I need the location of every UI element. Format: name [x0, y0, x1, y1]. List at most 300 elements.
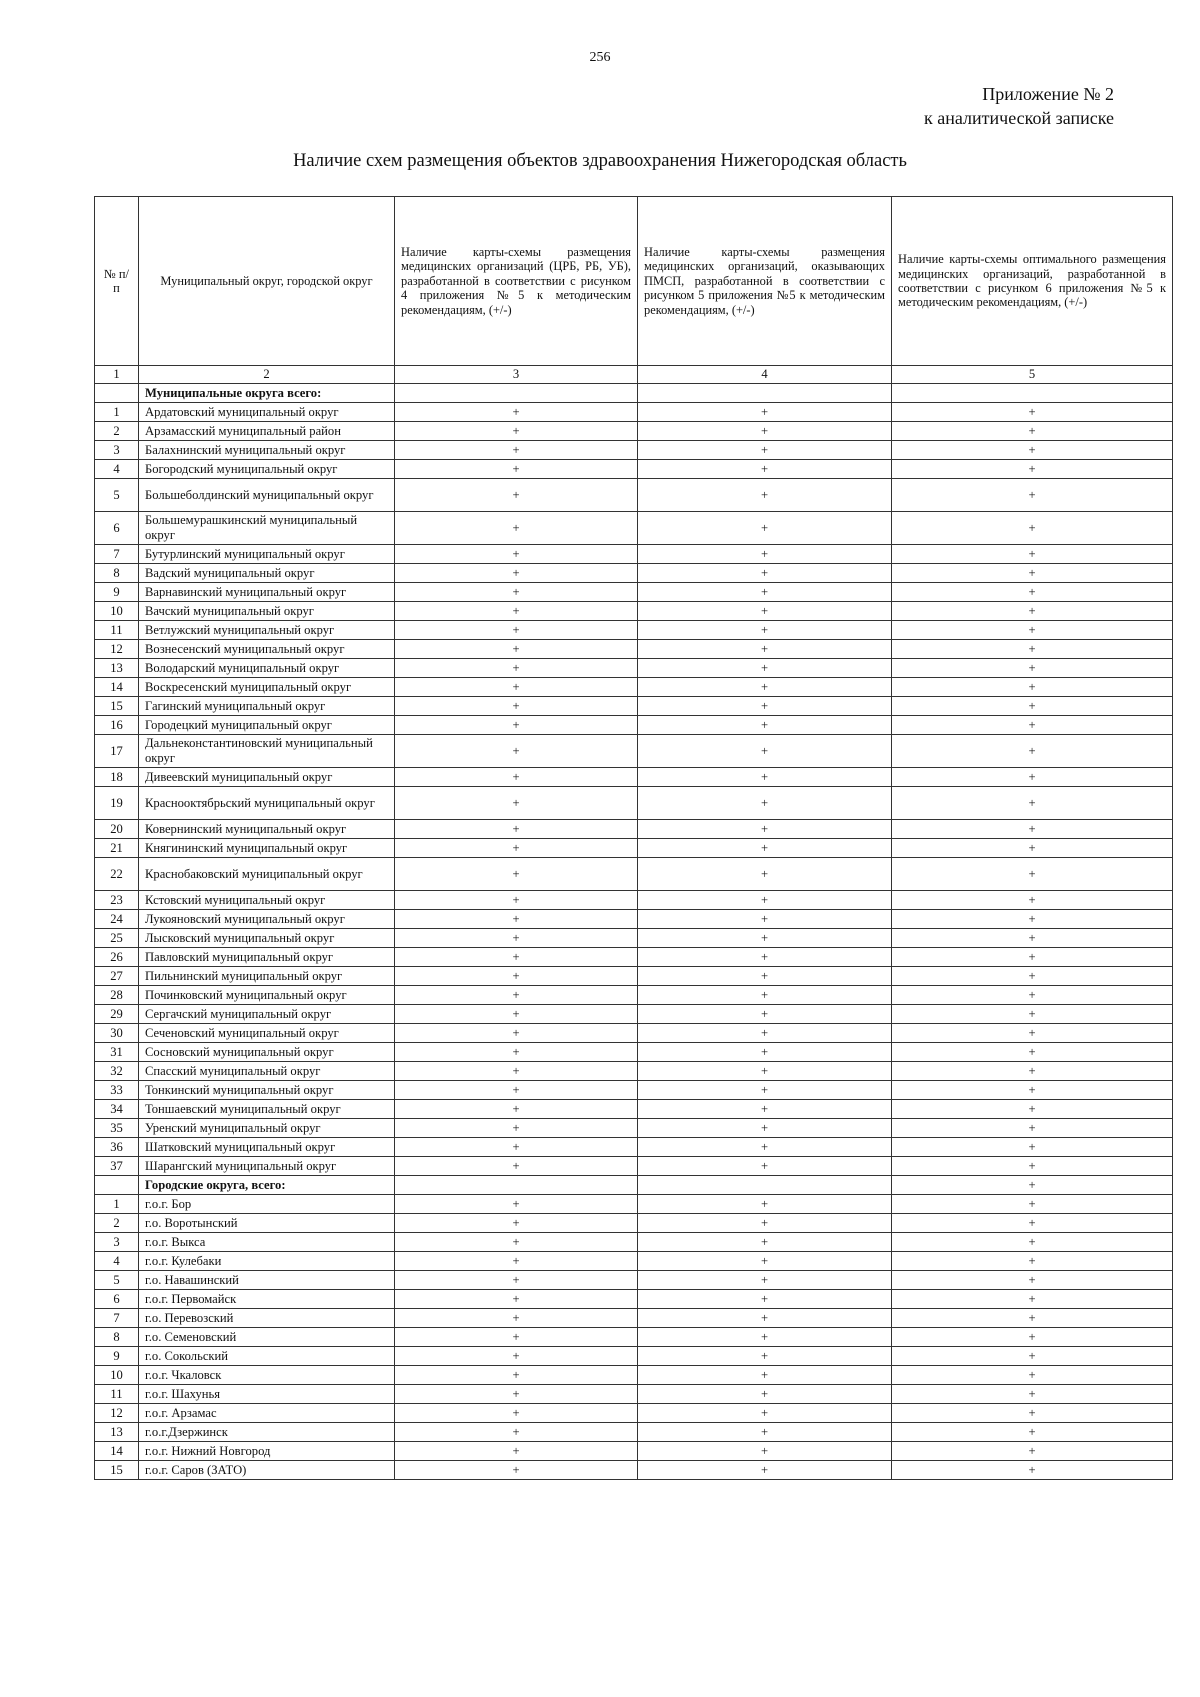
- table-row: [95, 1043, 1173, 1062]
- district-name: г.о. Сокольский: [139, 1347, 395, 1366]
- table-row: [95, 1100, 1173, 1119]
- col5-value: +: [892, 640, 1173, 659]
- row-number: 15: [95, 697, 139, 716]
- col3-value: +: [395, 697, 638, 716]
- district-name: Варнавинский муниципальный округ: [139, 583, 395, 602]
- col4-value: +: [638, 602, 892, 621]
- col5-value: +: [892, 986, 1173, 1005]
- district-name: Павловский муниципальный округ: [139, 948, 395, 967]
- district-name: г.о.г. Чкаловск: [139, 1366, 395, 1385]
- col5-value: +: [892, 1233, 1173, 1252]
- col3-value: +: [395, 716, 638, 735]
- row-number: 4: [95, 460, 139, 479]
- col4-value: +: [638, 564, 892, 583]
- col5-value: +: [892, 460, 1173, 479]
- col5-value: +: [892, 422, 1173, 441]
- col5-value: +: [892, 735, 1173, 768]
- col5-value: +: [892, 1005, 1173, 1024]
- row-number: 17: [95, 735, 139, 768]
- table-row: [95, 1328, 1173, 1347]
- district-name: Вачский муниципальный округ: [139, 602, 395, 621]
- table-row: [95, 441, 1173, 460]
- district-name: г.о. Навашинский: [139, 1271, 395, 1290]
- table-row: [95, 678, 1173, 697]
- col3-value: +: [395, 1157, 638, 1176]
- district-name: Гагинский муниципальный округ: [139, 697, 395, 716]
- col3-value: +: [395, 910, 638, 929]
- table-row: [95, 403, 1173, 422]
- row-number: 32: [95, 1062, 139, 1081]
- col3-value: +: [395, 441, 638, 460]
- table-row: [95, 1404, 1173, 1423]
- col5-value: +: [892, 1290, 1173, 1309]
- col3-value: +: [395, 986, 638, 1005]
- col4-value: +: [638, 787, 892, 820]
- table-row: [95, 716, 1173, 735]
- col4-value: +: [638, 1347, 892, 1366]
- row-number: 18: [95, 768, 139, 787]
- table-row: [95, 967, 1173, 986]
- col5-value: +: [892, 1385, 1173, 1404]
- col5-value: +: [892, 1138, 1173, 1157]
- district-name: г.о.г. Нижний Новгород: [139, 1442, 395, 1461]
- col4-value: +: [638, 929, 892, 948]
- col3-value: +: [395, 1100, 638, 1119]
- row-number: 1: [95, 1195, 139, 1214]
- district-name: г.о.г. Первомайск: [139, 1290, 395, 1309]
- district-name: Лысковский муниципальный округ: [139, 929, 395, 948]
- district-name: Сосновский муниципальный округ: [139, 1043, 395, 1062]
- row-number: 22: [95, 858, 139, 891]
- header-num: № п/п: [95, 197, 139, 366]
- row-number: 10: [95, 602, 139, 621]
- table-row: [95, 1195, 1173, 1214]
- col3-value: +: [395, 659, 638, 678]
- col3-value: +: [395, 839, 638, 858]
- col3-value: +: [395, 735, 638, 768]
- col5-value: +: [892, 1024, 1173, 1043]
- section-header-row: [95, 384, 1173, 403]
- col5-value: +: [892, 1271, 1173, 1290]
- row-number: 25: [95, 929, 139, 948]
- row-number: 9: [95, 583, 139, 602]
- col3-value: +: [395, 602, 638, 621]
- table-row: [95, 1138, 1173, 1157]
- col4-value: +: [638, 460, 892, 479]
- district-name: Шарангский муниципальный округ: [139, 1157, 395, 1176]
- col3-value: +: [395, 403, 638, 422]
- col5-value: +: [892, 1100, 1173, 1119]
- col5-value: +: [892, 1461, 1173, 1480]
- district-name: Балахнинский муниципальный округ: [139, 441, 395, 460]
- table-row: [95, 1347, 1173, 1366]
- index-cell: 5: [892, 366, 1173, 384]
- row-number: 12: [95, 1404, 139, 1423]
- col3-value: +: [395, 967, 638, 986]
- table-row: [95, 1081, 1173, 1100]
- district-name: г.о.г. Шахунья: [139, 1385, 395, 1404]
- section-header-row: [95, 1176, 1173, 1195]
- district-name: г.о.г. Кулебаки: [139, 1252, 395, 1271]
- row-number: 13: [95, 1423, 139, 1442]
- col3-value: +: [395, 858, 638, 891]
- district-name: Вознесенский муниципальный округ: [139, 640, 395, 659]
- col3-value: +: [395, 564, 638, 583]
- col5-value: +: [892, 602, 1173, 621]
- col5-value: +: [892, 1043, 1173, 1062]
- col4-value: +: [638, 479, 892, 512]
- table-row: [95, 621, 1173, 640]
- col3-value: +: [395, 1442, 638, 1461]
- col3-value: +: [395, 1366, 638, 1385]
- row-number: 10: [95, 1366, 139, 1385]
- col4-value: +: [638, 891, 892, 910]
- table-row: [95, 1461, 1173, 1480]
- col5-value: +: [892, 948, 1173, 967]
- col5-value: +: [892, 1157, 1173, 1176]
- table-row: [95, 1366, 1173, 1385]
- row-number: 9: [95, 1347, 139, 1366]
- col4-value: +: [638, 1100, 892, 1119]
- col5-value: +: [892, 512, 1173, 545]
- district-name: Пильнинский муниципальный округ: [139, 967, 395, 986]
- table-row: [95, 986, 1173, 1005]
- col3-value: +: [395, 1233, 638, 1252]
- col4-value: +: [638, 1385, 892, 1404]
- table-row: [95, 948, 1173, 967]
- district-name: г.о.г. Выкса: [139, 1233, 395, 1252]
- table-row: [95, 1423, 1173, 1442]
- district-name: Ковернинский муниципальный округ: [139, 820, 395, 839]
- col5-value: +: [892, 441, 1173, 460]
- row-number: 13: [95, 659, 139, 678]
- row-number: 8: [95, 564, 139, 583]
- index-cell: 3: [395, 366, 638, 384]
- col5-value: +: [892, 545, 1173, 564]
- district-name: Кстовский муниципальный округ: [139, 891, 395, 910]
- col5-value: +: [892, 697, 1173, 716]
- col4-value: +: [638, 1081, 892, 1100]
- col4-value: +: [638, 1233, 892, 1252]
- page-number: 256: [589, 50, 611, 65]
- table-row: [95, 512, 1173, 545]
- header-col3: Наличие карты-схемы размещения медицинских организаций (ЦРБ, РБ, УБ), разработанной в соответствии с рисунком 4 приложения №5 к методическим рекомендациям, (+/-): [395, 197, 638, 366]
- col5-value: +: [892, 716, 1173, 735]
- col5-value: +: [892, 1442, 1173, 1461]
- col5-value: +: [892, 1423, 1173, 1442]
- col3-value: +: [395, 1461, 638, 1480]
- row-number: 7: [95, 545, 139, 564]
- col5-value: +: [892, 839, 1173, 858]
- district-name: Большемурашкинский муниципальный округ: [139, 512, 395, 545]
- row-number: 31: [95, 1043, 139, 1062]
- district-name: Уренский муниципальный округ: [139, 1119, 395, 1138]
- district-name: Бутурлинский муниципальный округ: [139, 545, 395, 564]
- col3-value: +: [395, 891, 638, 910]
- col5-value: +: [892, 1252, 1173, 1271]
- table-row: [95, 1024, 1173, 1043]
- col3-value: +: [395, 583, 638, 602]
- col4-value: +: [638, 403, 892, 422]
- col5-value: +: [892, 621, 1173, 640]
- col4-value: +: [638, 1271, 892, 1290]
- row-number: 19: [95, 787, 139, 820]
- col3-value: +: [395, 1309, 638, 1328]
- district-name: Тоншаевский муниципальный округ: [139, 1100, 395, 1119]
- district-name: Сеченовский муниципальный округ: [139, 1024, 395, 1043]
- district-name: Большеболдинский муниципальный округ: [139, 479, 395, 512]
- col5-value: +: [892, 479, 1173, 512]
- col4-value: +: [638, 1252, 892, 1271]
- col4-value: +: [638, 967, 892, 986]
- col3-value: +: [395, 820, 638, 839]
- col4-value: +: [638, 1290, 892, 1309]
- col3-value: +: [395, 1024, 638, 1043]
- col3-value: +: [395, 1404, 638, 1423]
- table-row: [95, 1062, 1173, 1081]
- col4-value: +: [638, 858, 892, 891]
- row-number: 2: [95, 1214, 139, 1233]
- col4-value: +: [638, 1005, 892, 1024]
- col5-value: +: [892, 929, 1173, 948]
- district-name: Лукояновский муниципальный округ: [139, 910, 395, 929]
- col3-value: +: [395, 787, 638, 820]
- col5-value: +: [892, 659, 1173, 678]
- row-number: 35: [95, 1119, 139, 1138]
- col3-value: +: [395, 1081, 638, 1100]
- col5-value: +: [892, 678, 1173, 697]
- col5-value: +: [892, 583, 1173, 602]
- col3-value: +: [395, 929, 638, 948]
- row-number: 27: [95, 967, 139, 986]
- table-row: [95, 1442, 1173, 1461]
- row-number: [95, 1176, 139, 1195]
- col3-value: +: [395, 1385, 638, 1404]
- row-number: 28: [95, 986, 139, 1005]
- row-number: 21: [95, 839, 139, 858]
- col3-value: +: [395, 1423, 638, 1442]
- col4-value: +: [638, 820, 892, 839]
- col5-value: +: [892, 967, 1173, 986]
- col4-value: +: [638, 1138, 892, 1157]
- col5-value: +: [892, 1328, 1173, 1347]
- col3-value: +: [395, 1119, 638, 1138]
- table-row: [95, 820, 1173, 839]
- district-name: Вадский муниципальный округ: [139, 564, 395, 583]
- col3-value: +: [395, 621, 638, 640]
- col4-value: +: [638, 1024, 892, 1043]
- district-name: г.о. Воротынский: [139, 1214, 395, 1233]
- row-number: 14: [95, 678, 139, 697]
- col4-value: +: [638, 910, 892, 929]
- col5-value: +: [892, 1309, 1173, 1328]
- district-name: г.о. Семеновский: [139, 1328, 395, 1347]
- col5-value: +: [892, 564, 1173, 583]
- row-number: 16: [95, 716, 139, 735]
- col3-value: +: [395, 640, 638, 659]
- district-name: г.о.г. Бор: [139, 1195, 395, 1214]
- col5-value: +: [892, 1119, 1173, 1138]
- col4-value: +: [638, 839, 892, 858]
- col4-value: +: [638, 640, 892, 659]
- row-number: 5: [95, 479, 139, 512]
- col3-value: +: [395, 948, 638, 967]
- col5-value: +: [892, 1347, 1173, 1366]
- table-row: [95, 1252, 1173, 1271]
- table-row: [95, 1005, 1173, 1024]
- col5-value: +: [892, 910, 1173, 929]
- district-name: Дальнеконстантиновский муниципальный округ: [139, 735, 395, 768]
- col4-value: +: [638, 1423, 892, 1442]
- col3-value: +: [395, 1062, 638, 1081]
- col3-value: [395, 1176, 638, 1195]
- col5-value: +: [892, 1214, 1173, 1233]
- col5-value: +: [892, 820, 1173, 839]
- row-number: 23: [95, 891, 139, 910]
- col4-value: +: [638, 1157, 892, 1176]
- col4-value: +: [638, 1442, 892, 1461]
- col4-value: +: [638, 1043, 892, 1062]
- row-number: 5: [95, 1271, 139, 1290]
- table-row: [95, 460, 1173, 479]
- district-name: Шатковский муниципальный округ: [139, 1138, 395, 1157]
- table-row: [95, 1233, 1173, 1252]
- col4-value: +: [638, 768, 892, 787]
- row-number: 8: [95, 1328, 139, 1347]
- col4-value: +: [638, 1062, 892, 1081]
- table-row: [95, 659, 1173, 678]
- document-title: Наличие схем размещения объектов здравоохранения Нижегородская область: [293, 151, 907, 171]
- col5-value: +: [892, 768, 1173, 787]
- district-name: Воскресенский муниципальный округ: [139, 678, 395, 697]
- table-row: [95, 422, 1173, 441]
- col5-value: +: [892, 858, 1173, 891]
- row-number: [95, 384, 139, 403]
- header-col4: Наличие карты-схемы размещения медицинских организаций, оказывающих ПМСП, разработанной в соответствии с рисунком 5 приложения №5 к методическим рекомендациям, (+/-): [638, 197, 892, 366]
- row-number: 36: [95, 1138, 139, 1157]
- facilities-table: [94, 196, 1173, 1480]
- district-name: Тонкинский муниципальный округ: [139, 1081, 395, 1100]
- col4-value: +: [638, 678, 892, 697]
- col4-value: +: [638, 716, 892, 735]
- row-number: 11: [95, 1385, 139, 1404]
- district-name: Ардатовский муниципальный округ: [139, 403, 395, 422]
- col3-value: [395, 384, 638, 403]
- district-name: Городецкий муниципальный округ: [139, 716, 395, 735]
- col5-value: +: [892, 1176, 1173, 1195]
- col4-value: +: [638, 735, 892, 768]
- row-number: 33: [95, 1081, 139, 1100]
- row-number: 24: [95, 910, 139, 929]
- district-name: Княгининский муниципальный округ: [139, 839, 395, 858]
- row-number: 15: [95, 1461, 139, 1480]
- col3-value: +: [395, 1252, 638, 1271]
- table-row: [95, 564, 1173, 583]
- district-name: Краснооктябрьский муниципальный округ: [139, 787, 395, 820]
- district-name: Спасский муниципальный округ: [139, 1062, 395, 1081]
- district-name: г.о. Перевозский: [139, 1309, 395, 1328]
- col4-value: [638, 384, 892, 403]
- col3-value: +: [395, 1290, 638, 1309]
- table-row: [95, 1290, 1173, 1309]
- row-number: 29: [95, 1005, 139, 1024]
- table-row: [95, 787, 1173, 820]
- row-number: 26: [95, 948, 139, 967]
- district-name: Арзамасский муниципальный район: [139, 422, 395, 441]
- col5-value: +: [892, 403, 1173, 422]
- district-name: Володарский муниципальный округ: [139, 659, 395, 678]
- row-number: 2: [95, 422, 139, 441]
- table-row: [95, 891, 1173, 910]
- col4-value: +: [638, 1119, 892, 1138]
- district-name: Муниципальные округа всего:: [139, 384, 395, 403]
- col3-value: +: [395, 460, 638, 479]
- table-row: [95, 697, 1173, 716]
- col3-value: +: [395, 545, 638, 564]
- district-name: Дивеевский муниципальный округ: [139, 768, 395, 787]
- index-cell: 1: [95, 366, 139, 384]
- district-name: г.о.г. Саров (ЗАТО): [139, 1461, 395, 1480]
- col4-value: +: [638, 1195, 892, 1214]
- header-district: Муниципальный округ, городской округ: [139, 197, 395, 366]
- table-row: [95, 768, 1173, 787]
- col3-value: +: [395, 768, 638, 787]
- col5-value: +: [892, 1062, 1173, 1081]
- col5-value: +: [892, 1195, 1173, 1214]
- row-number: 4: [95, 1252, 139, 1271]
- appendix-line-1: Приложение № 2: [982, 84, 1114, 104]
- table-row: [95, 545, 1173, 564]
- table-row: [95, 929, 1173, 948]
- col5-value: +: [892, 891, 1173, 910]
- col4-value: +: [638, 1214, 892, 1233]
- col4-value: +: [638, 659, 892, 678]
- col5-value: +: [892, 1404, 1173, 1423]
- table-row: [95, 1385, 1173, 1404]
- col4-value: +: [638, 986, 892, 1005]
- row-number: 11: [95, 621, 139, 640]
- district-name: г.о.г.Дзержинск: [139, 1423, 395, 1442]
- col4-value: +: [638, 583, 892, 602]
- district-name: Ветлужский муниципальный округ: [139, 621, 395, 640]
- col4-value: +: [638, 1461, 892, 1480]
- table-row: [95, 1119, 1173, 1138]
- col3-value: +: [395, 1214, 638, 1233]
- table-row: [95, 583, 1173, 602]
- col4-value: +: [638, 545, 892, 564]
- col4-value: +: [638, 1404, 892, 1423]
- appendix-line-2: к аналитической записке: [924, 108, 1114, 128]
- col3-value: +: [395, 1138, 638, 1157]
- col3-value: +: [395, 1271, 638, 1290]
- row-number: 6: [95, 512, 139, 545]
- table-row: [95, 735, 1173, 768]
- table-row: [95, 1271, 1173, 1290]
- table-row: [95, 858, 1173, 891]
- index-cell: 2: [139, 366, 395, 384]
- col4-value: +: [638, 422, 892, 441]
- col5-value: +: [892, 1081, 1173, 1100]
- table-row: [95, 1157, 1173, 1176]
- district-name: Городские округа, всего:: [139, 1176, 395, 1195]
- district-name: Сергачский муниципальный округ: [139, 1005, 395, 1024]
- col3-value: +: [395, 1328, 638, 1347]
- col5-value: [892, 384, 1173, 403]
- district-name: Краснобаковский муниципальный округ: [139, 858, 395, 891]
- row-number: 7: [95, 1309, 139, 1328]
- index-cell: 4: [638, 366, 892, 384]
- col3-value: +: [395, 1195, 638, 1214]
